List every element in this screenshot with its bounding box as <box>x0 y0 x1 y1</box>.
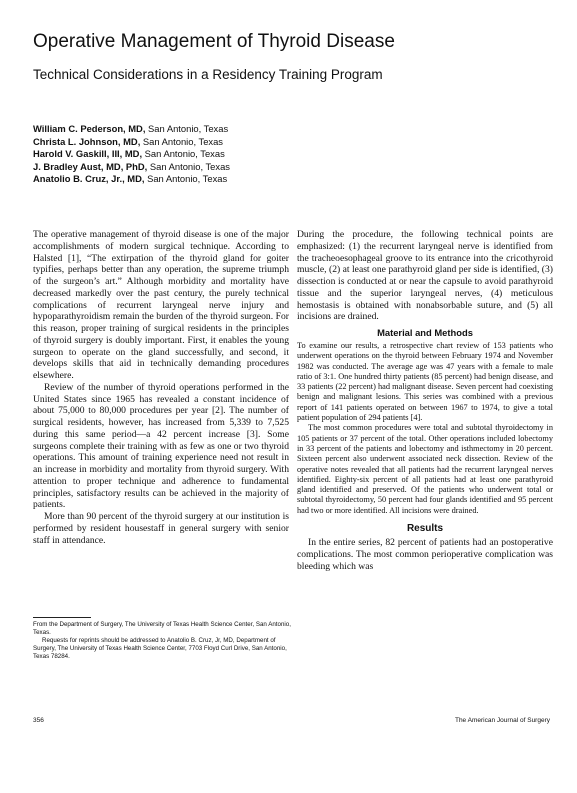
footnote-reprints: Requests for reprints should be addressed to Anatolio B. Cruz, Jr, MD, Department of Surgery, The University of Texas Health Science Center, 7703 Floyd Curl Drive, San Antonio, Texas 78284. <box>33 637 287 661</box>
body-paragraph: Review of the number of thyroid operations performed in the United States since 1965 has revealed a constant incidence of about 75,000 to 80,000 procedures per year [2]. The number of surgical residents, however, has increased from 5,339 to 7,525 during this same period—a 42 percent increase [3]. Some surgeons complete their training with as few as one or two thyroid operations. This amount of training experience need not result in an increase in morbidity and mortality from thyroid surgery. With attention to proper technique and adherence to fundamental principles, satisfactory results can be achieved in the majority of patients. <box>33 381 289 511</box>
author-line <box>33 148 453 161</box>
body-paragraph: More than 90 percent of the thyroid surgery at our institution is performed by resident housestaff in general surgery with senior staff in attendance. <box>33 511 289 546</box>
right-text-column <box>297 229 553 699</box>
footnote-affiliation: From the Department of Surgery, The University of Texas Health Science Center, San Antonio, Texas. <box>33 621 291 637</box>
author-name: Anatolio B. Cruz, Jr., MD, <box>33 173 145 185</box>
article-subtitle: Technical Considerations in a Residency Training Program <box>33 67 383 82</box>
page-number: 356 <box>33 717 44 724</box>
author-line <box>33 161 453 174</box>
author-name: Harold V. Gaskill, III, MD, <box>33 148 143 160</box>
author-location: San Antonio, Texas <box>148 123 229 134</box>
author-line <box>33 173 453 186</box>
article-title: Operative Management of Thyroid Disease <box>33 31 395 52</box>
author-line <box>33 123 453 136</box>
author-location: San Antonio, Texas <box>142 135 223 147</box>
author-list <box>33 123 453 186</box>
author-location: San Antonio, Texas <box>147 173 228 185</box>
author-name: William C. Pederson, MD, <box>33 123 146 134</box>
body-paragraph: To examine our results, a retrospective chart review of 153 patients who underwent operations on the thyroid between February 1974 and November 1982 was conducted. The average age was 47 years with a female to male ratio of 3:1. One hundred thirty patients (85 percent) had benign disease, and 33 patients (22 percent) had malignant disease. Seven percent had coexisting benign and malignant lesions. This series was combined with a previous report of 141 patients operated on between 1967 to 1974, to give a total patient population of 294 patients [4]. <box>297 341 553 423</box>
journal-name: The American Journal of Surgery <box>454 717 550 724</box>
author-name: J. Bradley Aust, MD, PhD, <box>33 160 148 172</box>
footnote-rule <box>33 617 91 618</box>
body-paragraph: In the entire series, 82 percent of patients had an postoperative complications. The most common perioperative complication was bleeding which was <box>297 537 553 572</box>
body-paragraph: The operative management of thyroid disease is one of the major accomplishments of modern surgical technique. According to Halsted [1], “The extirpation of the thyroid gland for goiter typifies, perhaps better than any operation, the supreme triumph of the surgeon’s art.” Although morbidity and mortality have decreased markedly over the past century, the purely technical complications of recurrent laryngeal nerve injury and hypoparathyroidism remain the burden of the thyroid surgeon. For this reason, proper training of surgical residents in the principles of thyroid surgery is doubly important. First, it enables the young surgeon to operate on the gland successfully, and second, it develops skills that aid in technically demanding procedures elsewhere. <box>33 229 289 381</box>
footnote <box>33 621 291 661</box>
section-heading-results: Results <box>406 523 444 535</box>
body-paragraph: The most common procedures were total and subtotal thyroidectomy in 105 patients or 37 percent of the total. Other operations included lobectomy in 33 percent of the patients and lobectomy and isthmectomy in 20 percent. Sixteen percent also underwent associated neck dissection. Review of the operative notes revealed that all patients had the recurrent laryngeal nerves identified. Eighty-six percent of all patients had at least one parathyroid gland identified and preserved. Of the patients who underwent total or subtotal thyroidectomy, 50 percent had four glands identified and 95 percent had two or more identified. All incisions were drained. <box>297 423 553 515</box>
body-paragraph: During the procedure, the following technical points are emphasized: (1) the recurrent laryngeal nerve is identified from the tracheoesophageal groove to its entrance into the cricothyroid muscle, (2) at least one parathyroid gland per side is identified, (3) dissection is conducted at or near the capsule to avoid parathyroid tissue and the superior laryngeal nerves, (4) meticulous hemostasis is obtained with nonabsorbable suture, and (5) all incisions are drained. <box>297 229 553 323</box>
left-text-column <box>33 229 289 587</box>
author-name: Christa L. Johnson, MD, <box>33 135 141 147</box>
author-location: San Antonio, Texas <box>144 148 225 160</box>
section-heading-methods: Material and Methods <box>377 327 473 338</box>
author-location: San Antonio, Texas <box>149 160 230 172</box>
author-line <box>33 136 453 149</box>
